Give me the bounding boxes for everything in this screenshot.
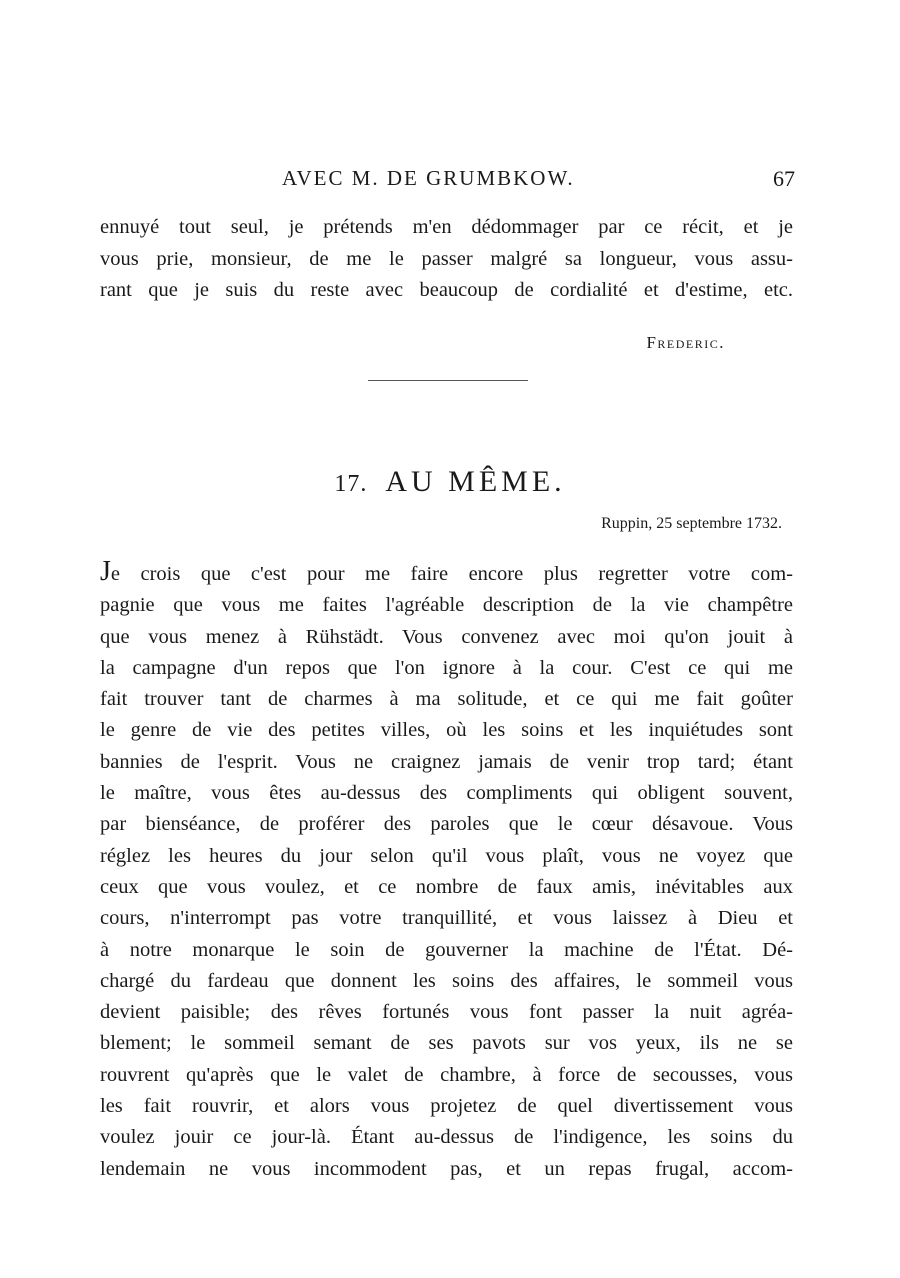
text-line: lendemain ne vous incommodent pas, et un repas frugal, accom- xyxy=(100,1157,793,1180)
letter-title: AU MÊME. xyxy=(385,465,566,498)
page-number: 67 xyxy=(773,166,795,191)
text-line: pagnie que vous me faites l'agréable description de la vie champêtre xyxy=(100,594,793,617)
text-line: le maître, vous êtes au-dessus des compliments qui obligent souvent, xyxy=(100,782,793,805)
text-line: blement; le sommeil semant de ses pavots sur vos yeux, ils ne se xyxy=(100,1032,793,1055)
letter-number: 17. xyxy=(334,471,368,497)
text-line: rant que je suis du reste avec beaucoup de cordialité et d'estime, etc. xyxy=(100,279,793,301)
text-line: ceux que vous voulez, et ce nombre de faux amis, inévitables aux xyxy=(100,875,793,898)
text-line: bannies de l'esprit. Vous ne craignez jamais de venir trop tard; étant xyxy=(100,750,793,773)
text-line: rouvrent qu'après que le valet de chambre, à force de secousses, vous xyxy=(100,1063,793,1086)
text-line: chargé du fardeau que donnent les soins des affaires, le sommeil vous xyxy=(100,969,793,992)
text-line: à notre monarque le soin de gouverner la machine de l'État. Dé- xyxy=(100,938,793,961)
dateline: Ruppin, 25 septembre 1732. xyxy=(601,515,782,532)
running-title: AVEC M. DE GRUMBKOW. xyxy=(282,166,575,190)
text-line: ennuyé tout seul, je prétends m'en dédommager par ce récit, et je xyxy=(100,216,793,238)
text-line: le genre de vie des petites villes, où les soins et les inquiétudes sont xyxy=(100,719,793,742)
continuation-paragraph xyxy=(100,212,793,307)
signature: Frederic. xyxy=(646,333,725,352)
text-line: réglez les heures du jour selon qu'il vous plaît, vous ne voyez que xyxy=(100,844,793,867)
letter-body xyxy=(100,556,793,1185)
text-line: Je crois que c'est pour me faire encore plus regretter votre com- xyxy=(100,556,793,587)
section-separator xyxy=(368,380,528,381)
text-line: les fait rouvrir, et alors vous projetez de quel divertissement vous xyxy=(100,1095,793,1118)
text-line: par bienséance, de proférer des paroles que le cœur désavoue. Vous xyxy=(100,813,793,836)
running-head xyxy=(100,166,795,196)
text-line: la campagne d'un repos que l'on ignore à la cour. C'est ce qui me xyxy=(100,656,793,679)
letter-heading xyxy=(0,465,900,499)
text-line: fait trouver tant de charmes à ma solitude, et ce qui me fait goûter xyxy=(100,688,793,711)
text-line: vous prie, monsieur, de me le passer malgré sa longueur, vous assu- xyxy=(100,247,793,270)
text-line: que vous menez à Rühstädt. Vous convenez avec moi qu'on jouit à xyxy=(100,625,793,648)
text-line: devient paisible; des rêves fortunés vous font passer la nuit agréa- xyxy=(100,1001,793,1024)
text-line: voulez jouir ce jour-là. Étant au-dessus de l'indigence, les soins du xyxy=(100,1126,793,1149)
text-line: cours, n'interrompt pas votre tranquillité, et vous laissez à Dieu et xyxy=(100,907,793,930)
